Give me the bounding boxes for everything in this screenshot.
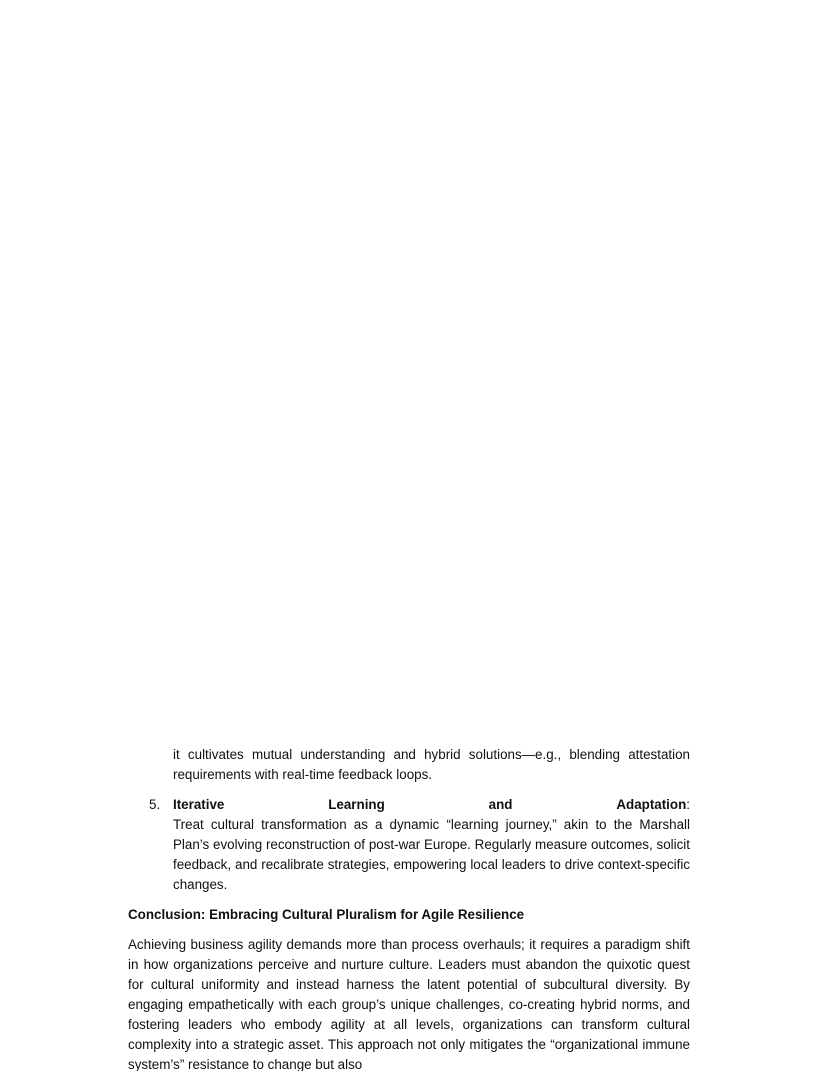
list-item-5 xyxy=(149,795,690,895)
heading-word-4-group xyxy=(616,795,690,815)
continuation-paragraph: it cultivates mutual understanding and hybrid solutions—e.g., blending attestation requirements with real-time feedback loops. xyxy=(173,747,690,782)
heading-word-1: Iterative xyxy=(173,797,225,812)
heading-word-4: Adaptation xyxy=(616,797,687,812)
list-item-body: Treat cultural transformation as a dynamic “learning journey,” akin to the Marshall Plan’s evolving reconstruction of post-war Europe. Regularly measure outcomes, solicit feedback, and recalibrate strategies, empowering local leaders to drive context-specific changes. xyxy=(173,817,690,892)
conclusion-paragraph: Achieving business agility demands more than process overhauls; it requires a paradigm shift in how organizations perceive and nurture culture. Leaders must abandon the quixotic quest for cultural uniformity and instead harness the latent potential of subcultural diversity. By engaging empathetically with each group’s unique challenges, co-creating hybrid norms, and fostering leaders who embody agility at all levels, organizations can transform cultural complexity into a strategic asset. This approach not only mitigates the “organizational immune system’s” resistance to change but also xyxy=(128,937,690,1071)
list-item-heading xyxy=(173,795,690,815)
section-heading: Conclusion: Embracing Cultural Pluralism for Agile Resilience xyxy=(128,907,525,922)
heading-word-2: Learning xyxy=(328,797,385,812)
heading-colon: : xyxy=(686,797,690,812)
list-item-number: 5. xyxy=(149,797,161,812)
page-content xyxy=(128,745,690,1071)
heading-word-3: and xyxy=(488,797,513,812)
